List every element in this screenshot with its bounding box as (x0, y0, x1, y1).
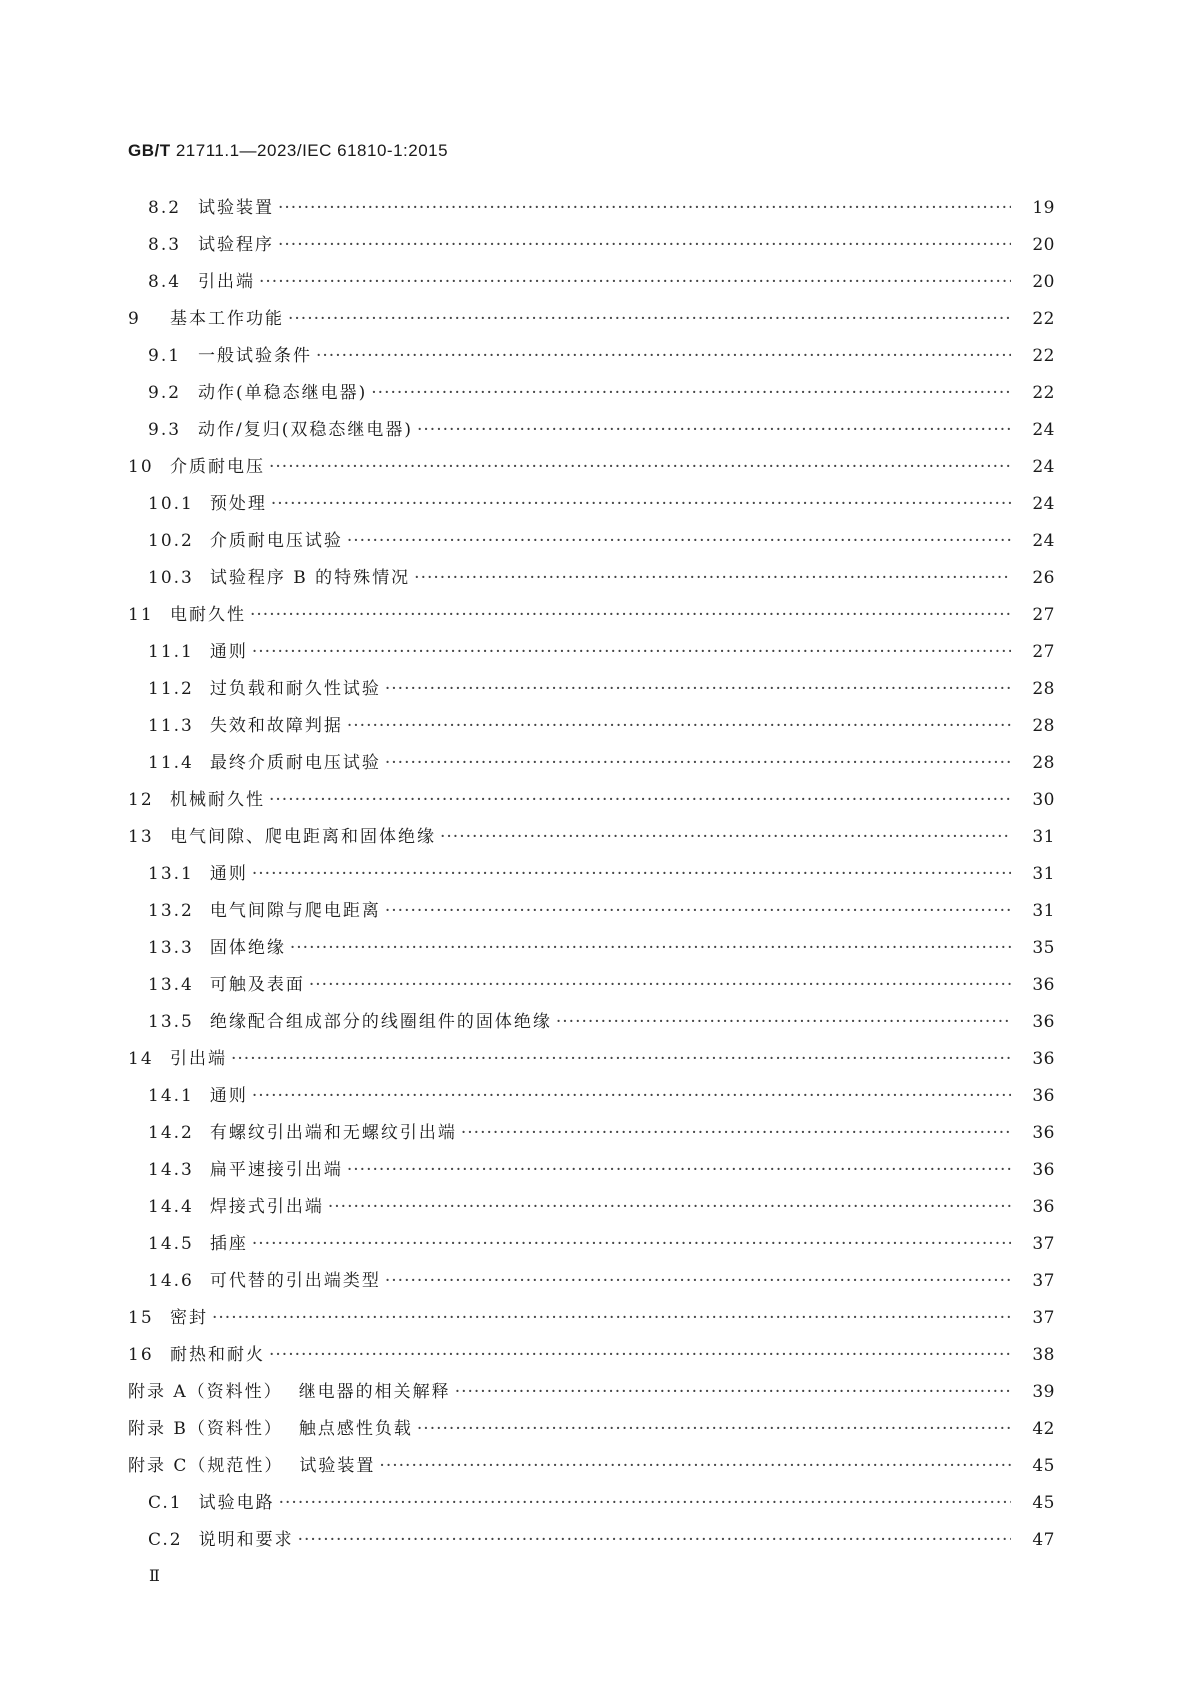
toc-entry-title: 介质耐电压试验 (209, 531, 343, 551)
toc-entry-page: 26 (1032, 568, 1055, 588)
toc-entry[interactable] (0, 1451, 1191, 1488)
toc-entry[interactable] (0, 378, 1191, 415)
toc-dot-leader (385, 753, 1011, 773)
toc-entry[interactable] (0, 1303, 1191, 1340)
toc-entry-title: 可触及表面 (209, 975, 305, 995)
toc-entry-title: 试验装置 (198, 198, 274, 218)
toc-entry-title: 通则 (209, 864, 248, 884)
toc-entry-number: 10.1 (148, 494, 194, 514)
toc-entry-title: 一般试验条件 (198, 346, 312, 366)
toc-dot-leader (259, 272, 1011, 292)
toc-dot-leader (379, 1456, 1011, 1476)
toc-entry-title: 固体绝缘 (209, 938, 286, 958)
toc-dot-leader (252, 1086, 1011, 1106)
toc-dot-leader (250, 605, 1011, 625)
toc-entry-number: 9.3 (148, 420, 182, 440)
toc-entry-page: 28 (1032, 716, 1055, 736)
toc-entry-number: 16 (128, 1345, 154, 1365)
toc-entry-number: 8.2 (148, 198, 182, 218)
toc-entry-page: 31 (1032, 901, 1055, 921)
toc-entry-title: 预处理 (209, 494, 267, 514)
toc-entry-number: 14.5 (148, 1234, 194, 1254)
toc-entry[interactable] (0, 489, 1191, 526)
toc-entry[interactable] (0, 1118, 1191, 1155)
toc-dot-leader (309, 975, 1011, 995)
toc-entry-number: 11 (128, 605, 154, 625)
toc-entry-number: 14.4 (148, 1197, 194, 1217)
toc-entry[interactable] (0, 230, 1191, 267)
toc-entry-title: 试验电路 (198, 1493, 275, 1513)
toc-entry-number: 10.3 (148, 568, 194, 588)
toc-entry[interactable] (0, 859, 1191, 896)
toc-entry-title: 扁平速接引出端 (209, 1160, 343, 1180)
toc-entry[interactable] (0, 1007, 1191, 1044)
toc-entry-number: 14.1 (148, 1086, 194, 1106)
standard-code: GB/T (128, 141, 171, 160)
toc-dot-leader (212, 1308, 1011, 1328)
toc-entry-title: 电气间隙、爬电距离和固体绝缘 (170, 827, 436, 847)
toc-entry[interactable] (0, 1525, 1191, 1562)
toc-entry-number: 11.4 (148, 753, 194, 773)
toc-entry-page: 28 (1032, 753, 1055, 773)
toc-entry[interactable] (0, 1488, 1191, 1525)
toc-entry[interactable] (0, 193, 1191, 230)
toc-entry-title: 过负载和耐久性试验 (209, 679, 381, 699)
toc-entry-number: 15 (128, 1308, 154, 1328)
toc-entry-page: 36 (1032, 975, 1055, 995)
toc-dot-leader (455, 1382, 1011, 1402)
toc-entry-page: 24 (1032, 494, 1055, 514)
toc-entry-page: 28 (1032, 679, 1055, 699)
toc-entry-title: 介质耐电压 (170, 457, 265, 477)
toc-entry[interactable] (0, 1340, 1191, 1377)
toc-entry-title: 试验程序 (198, 235, 274, 255)
toc-entry-title: 触点感性负载 (298, 1419, 413, 1439)
toc-entry-page: 31 (1032, 827, 1055, 847)
toc-entry-page: 37 (1032, 1308, 1055, 1328)
toc-entry-page: 36 (1032, 1086, 1055, 1106)
toc-entry[interactable] (0, 1155, 1191, 1192)
toc-entry-page: 37 (1032, 1234, 1055, 1254)
toc-entry-number: 10.2 (148, 531, 194, 551)
toc-entry-title: 失效和故障判据 (209, 716, 343, 736)
toc-entry-page: 24 (1032, 457, 1055, 477)
toc-dot-leader (269, 790, 1011, 810)
toc-entry[interactable] (0, 785, 1191, 822)
toc-entry-page: 37 (1032, 1271, 1055, 1291)
toc-entry-page: 38 (1032, 1345, 1055, 1365)
toc-entry-number: 9.1 (148, 346, 182, 366)
toc-entry-number: 14.3 (148, 1160, 194, 1180)
toc-entry-number: 13.1 (148, 864, 194, 884)
toc-dot-leader (278, 198, 1011, 218)
toc-dot-leader (556, 1012, 1011, 1032)
toc-dot-leader (298, 1530, 1011, 1550)
toc-dot-leader (385, 679, 1011, 699)
toc-dot-leader (440, 827, 1011, 847)
toc-entry-page: 42 (1032, 1419, 1055, 1439)
toc-dot-leader (278, 235, 1011, 255)
toc-entry-number: 13.3 (148, 938, 194, 958)
toc-entry-page: 36 (1032, 1049, 1055, 1069)
toc-entry-page: 27 (1032, 605, 1055, 625)
toc-entry-page: 36 (1032, 1160, 1055, 1180)
toc-dot-leader (269, 457, 1011, 477)
toc-dot-leader (371, 383, 1011, 403)
toc-entry-number: 13.2 (148, 901, 194, 921)
toc-entry[interactable] (0, 526, 1191, 563)
toc-entry-title: 试验程序 B 的特殊情况 (209, 568, 411, 588)
toc-entry-page: 45 (1032, 1493, 1055, 1513)
toc-entry-page: 39 (1032, 1382, 1055, 1402)
toc-entry[interactable] (0, 1414, 1191, 1451)
toc-entry-number: 10 (128, 457, 154, 477)
toc-entry-number: 13 (128, 827, 154, 847)
toc-entry-title: 继电器的相关解释 (298, 1382, 451, 1402)
toc-entry[interactable] (0, 711, 1191, 748)
toc-entry-page: 47 (1032, 1530, 1055, 1550)
toc-entry-page: 19 (1032, 198, 1055, 218)
toc-entry-number: C.2 (148, 1530, 183, 1550)
toc-entry-page: 20 (1032, 272, 1055, 292)
toc-dot-leader (385, 1271, 1011, 1291)
toc-entry-title: 电气间隙与爬电距离 (209, 901, 381, 921)
toc-dot-leader (288, 309, 1011, 329)
toc-entry[interactable] (0, 970, 1191, 1007)
toc-dot-leader (385, 901, 1011, 921)
toc-entry[interactable] (0, 1192, 1191, 1229)
toc-entry-page: 22 (1032, 383, 1055, 403)
toc-entry-number: 11.1 (148, 642, 194, 662)
toc-entry-title: 密封 (170, 1308, 208, 1328)
toc-entry-number: 9.2 (148, 383, 182, 403)
toc-entry-page: 36 (1032, 1123, 1055, 1143)
toc-entry-title: 引出端 (198, 272, 255, 292)
toc-entry-page: 20 (1032, 235, 1055, 255)
toc-entry[interactable] (0, 452, 1191, 489)
toc-entry-title: 引出端 (170, 1049, 227, 1069)
toc-entry-page: 27 (1032, 642, 1055, 662)
toc-entry[interactable] (0, 341, 1191, 378)
toc-entry-page: 35 (1032, 938, 1055, 958)
toc-dot-leader (279, 1493, 1011, 1513)
toc-dot-leader (414, 568, 1011, 588)
toc-dot-leader (271, 494, 1011, 514)
toc-entry-number: 14.2 (148, 1123, 194, 1143)
toc-entry-page: 31 (1032, 864, 1055, 884)
toc-entry-page: 24 (1032, 531, 1055, 551)
toc-entry-title: 基本工作功能 (170, 309, 284, 329)
toc-entry-number: 13.4 (148, 975, 194, 995)
table-of-contents (0, 193, 1191, 1562)
toc-entry-number: 14 (128, 1049, 154, 1069)
toc-entry-title: 动作/复归(双稳态继电器) (198, 420, 413, 440)
toc-dot-leader (252, 864, 1011, 884)
toc-entry[interactable] (0, 1081, 1191, 1118)
toc-entry[interactable] (0, 1229, 1191, 1266)
toc-dot-leader (347, 531, 1011, 551)
toc-entry-title: 最终介质耐电压试验 (209, 753, 381, 773)
toc-dot-leader (347, 1160, 1011, 1180)
page-number: Ⅱ (149, 1566, 160, 1585)
toc-entry[interactable] (0, 600, 1191, 637)
toc-entry[interactable] (0, 933, 1191, 970)
standard-header (128, 141, 448, 161)
toc-entry[interactable] (0, 304, 1191, 341)
toc-entry-number: 14.6 (148, 1271, 194, 1291)
toc-dot-leader (231, 1049, 1011, 1069)
toc-entry-number: 附录 C（规范性） (128, 1456, 284, 1476)
toc-entry-page: 22 (1032, 346, 1055, 366)
toc-entry-page: 36 (1032, 1197, 1055, 1217)
toc-entry[interactable] (0, 822, 1191, 859)
toc-entry-page: 30 (1032, 790, 1055, 810)
toc-entry-title: 说明和要求 (198, 1530, 294, 1550)
toc-entry[interactable] (0, 674, 1191, 711)
toc-entry[interactable] (0, 748, 1191, 785)
toc-entry-title: 试验装置 (299, 1456, 376, 1476)
toc-entry[interactable] (0, 1266, 1191, 1303)
toc-entry[interactable] (0, 563, 1191, 600)
toc-entry-title: 通则 (209, 1086, 248, 1106)
toc-entry-title: 插座 (209, 1234, 248, 1254)
toc-dot-leader (269, 1345, 1011, 1365)
toc-entry-page: 24 (1032, 420, 1055, 440)
toc-entry-title: 可代替的引出端类型 (209, 1271, 381, 1291)
toc-entry[interactable] (0, 1044, 1191, 1081)
toc-entry-number: 12 (128, 790, 154, 810)
toc-entry[interactable] (0, 415, 1191, 452)
toc-entry-title: 通则 (209, 642, 248, 662)
toc-entry-title: 动作(单稳态继电器) (198, 383, 368, 403)
toc-entry-number: 11.3 (148, 716, 194, 736)
toc-entry-page: 22 (1032, 309, 1055, 329)
toc-entry[interactable] (0, 1377, 1191, 1414)
toc-entry[interactable] (0, 637, 1191, 674)
toc-dot-leader (347, 716, 1011, 736)
toc-entry-title: 电耐久性 (170, 605, 246, 625)
toc-dot-leader (252, 1234, 1011, 1254)
toc-entry[interactable] (0, 267, 1191, 304)
toc-dot-leader (328, 1197, 1011, 1217)
toc-entry-title: 焊接式引出端 (209, 1197, 324, 1217)
toc-entry-number: 8.3 (148, 235, 182, 255)
toc-entry-title: 有螺纹引出端和无螺纹引出端 (209, 1123, 457, 1143)
standard-number: 21711.1—2023/IEC 61810-1:2015 (175, 141, 449, 160)
toc-entry[interactable] (0, 896, 1191, 933)
toc-dot-leader (316, 346, 1011, 366)
toc-entry-title: 耐热和耐火 (170, 1345, 265, 1365)
toc-entry-number: 11.2 (148, 679, 194, 699)
toc-dot-leader (461, 1123, 1011, 1143)
toc-entry-number: 附录 B（资料性） (128, 1419, 283, 1439)
toc-dot-leader (290, 938, 1011, 958)
toc-entry-number: 13.5 (148, 1012, 194, 1032)
toc-entry-number: C.1 (148, 1493, 183, 1513)
toc-dot-leader (417, 420, 1011, 440)
toc-dot-leader (417, 1419, 1011, 1439)
toc-entry-title: 绝缘配合组成部分的线圈组件的固体绝缘 (209, 1012, 552, 1032)
toc-entry-number: 8.4 (148, 272, 182, 292)
toc-entry-title: 机械耐久性 (170, 790, 265, 810)
toc-entry-number: 附录 A（资料性） (128, 1382, 283, 1402)
toc-entry-number: 9 (128, 309, 141, 329)
toc-dot-leader (252, 642, 1011, 662)
toc-entry-page: 45 (1032, 1456, 1055, 1476)
toc-entry-page: 36 (1032, 1012, 1055, 1032)
